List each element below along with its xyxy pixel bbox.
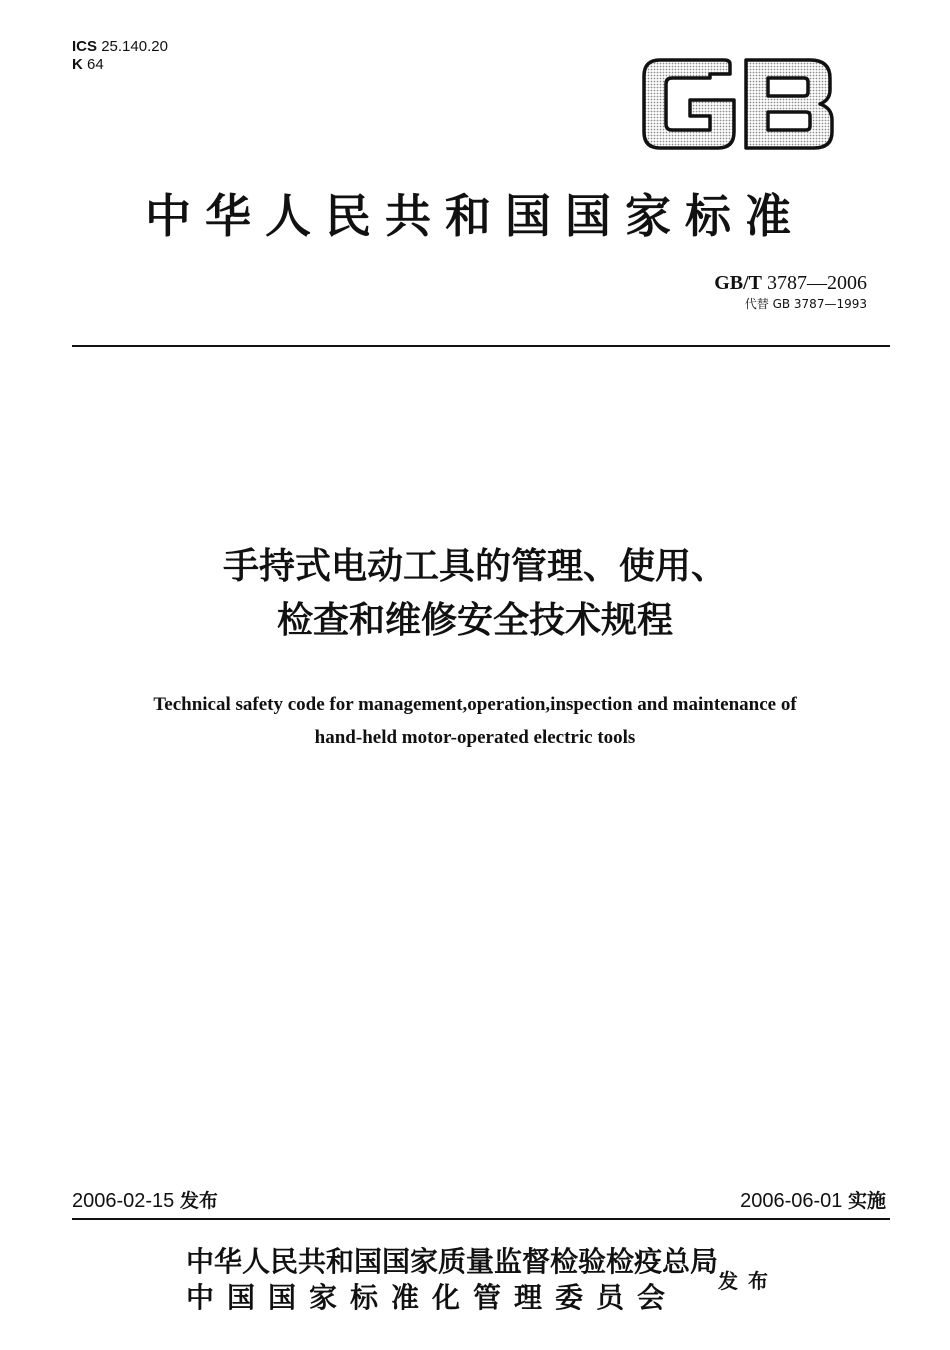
standard-code: 3787—2006 xyxy=(767,272,867,294)
issue-date xyxy=(72,1186,218,1213)
issue-date-value: 2006-02-15 xyxy=(72,1190,175,1212)
issuer-line-2: 中国国家标准化管理委员会 xyxy=(186,1281,679,1314)
ics-label: ICS xyxy=(72,38,98,55)
ccs-line xyxy=(72,56,168,74)
chinese-title-line-1: 手持式电动工具的管理、使用、 xyxy=(222,546,727,587)
header-divider xyxy=(72,345,890,347)
classification-codes xyxy=(72,38,168,74)
organization-title: 中华人民共和国国家标准 xyxy=(145,189,805,243)
effective-date-value: 2006-06-01 xyxy=(740,1190,843,1212)
standard-prefix: GB/T xyxy=(714,272,762,294)
ccs-label: K xyxy=(72,56,83,73)
effective-date-label: 实施 xyxy=(847,1190,886,1212)
ics-line xyxy=(72,38,168,56)
english-title-line-2: hand-held motor-operated electric tools xyxy=(314,727,636,748)
english-title xyxy=(0,688,950,754)
publish-label: 发布 xyxy=(718,1269,778,1293)
gb-logo xyxy=(638,56,838,152)
standard-number-block xyxy=(714,272,867,312)
gb-logo-icon xyxy=(638,56,838,152)
replaces-label: 代替 xyxy=(744,297,769,311)
issue-date-label: 发布 xyxy=(179,1190,218,1212)
standard-number xyxy=(714,272,867,294)
chinese-title-line-2: 检查和维修安全技术规程 xyxy=(276,600,673,641)
ccs-code: 64 xyxy=(87,56,104,73)
english-title-line-1: Technical safety code for management,operation,inspection and maintenance of xyxy=(153,694,797,715)
replaces-note xyxy=(714,296,867,312)
issuer-line-1: 中华人民共和国国家质量监督检验检疫总局 xyxy=(186,1245,719,1278)
footer-divider xyxy=(72,1218,890,1220)
effective-date xyxy=(740,1186,886,1213)
ics-code: 25.140.20 xyxy=(101,38,168,55)
chinese-title xyxy=(0,540,950,648)
replaces-code: GB 3787—1993 xyxy=(772,297,867,311)
issuing-bodies xyxy=(186,1244,718,1316)
